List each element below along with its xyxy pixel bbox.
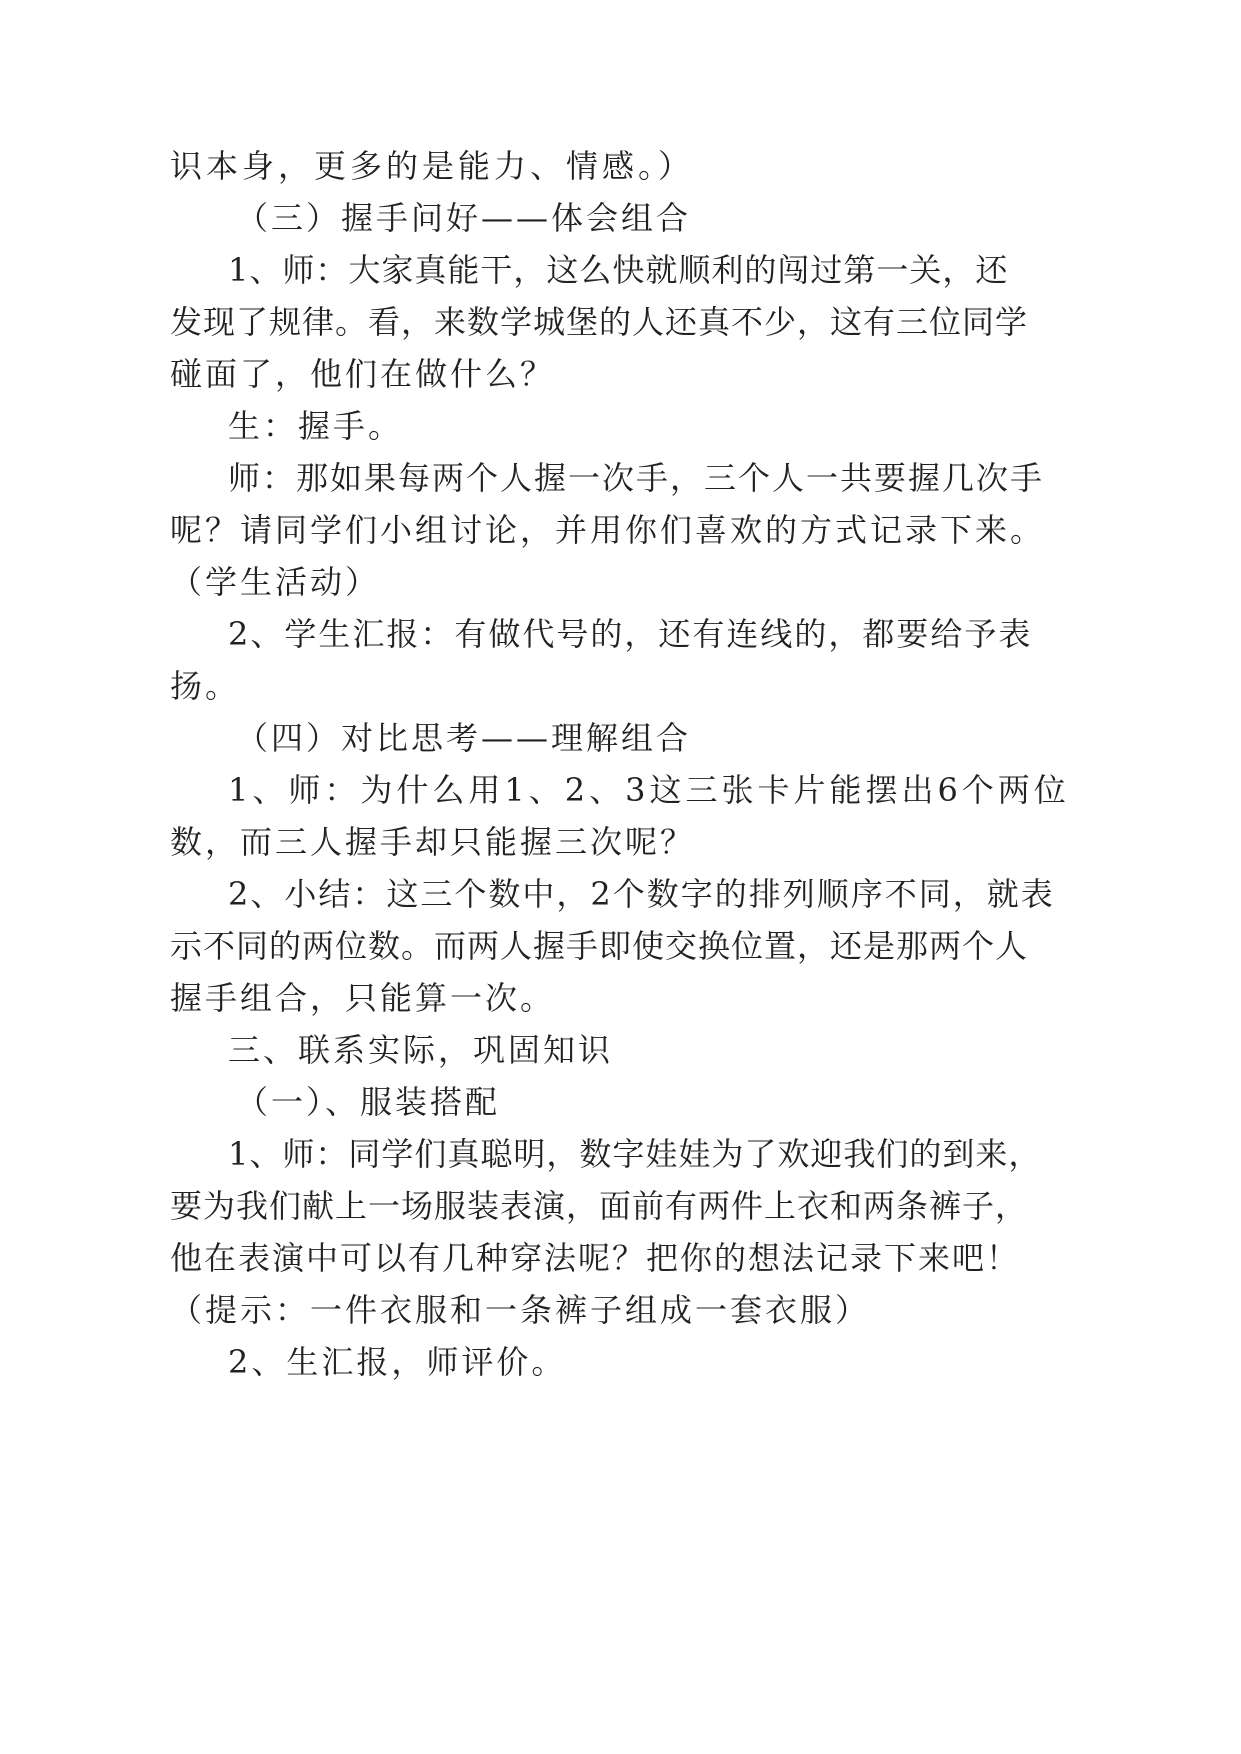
text-line: 发现了规律。看，来数学城堡的人还真不少，这有三位同学 xyxy=(170,303,1029,341)
text-line: 师：那如果每两个人握一次手，三个人一共要握几次手 xyxy=(228,459,1045,497)
text-line: 识本身，更多的是能力、情感。） xyxy=(170,147,695,185)
text-line: 碰面了，他们在做什么？ xyxy=(170,355,556,393)
text-line: 示不同的两位数。而两人握手即使交换位置，还是那两个人 xyxy=(170,927,1029,965)
text-line: 数，而三人握手却只能握三次呢？ xyxy=(170,823,696,861)
text-line: （提示：一件衣服和一条裤子组成一套衣服） xyxy=(170,1291,871,1329)
text-line: 1、师：同学们真聪明，数字娃娃为了欢迎我们的到来， xyxy=(228,1135,1042,1173)
text-line: 1、师：大家真能干，这么快就顺利的闯过第一关，还 xyxy=(228,251,1009,289)
text-line: （学生活动） xyxy=(170,563,381,601)
text-line: 2、小结：这三个数中，2个数字的排列顺序不同，就表 xyxy=(228,875,1055,913)
text-line: 2、学生汇报：有做代号的，还有连线的，都要给予表 xyxy=(228,615,1033,653)
section-heading: （三）握手问好——体会组合 xyxy=(236,199,692,237)
text-line: 握手组合，只能算一次。 xyxy=(170,979,556,1017)
section-heading: （四）对比思考——理解组合 xyxy=(236,719,692,757)
text-line: 生：握手。 xyxy=(228,407,404,445)
section-heading: 三、联系实际，巩固知识 xyxy=(228,1031,614,1069)
text-line: 呢？请同学们小组讨论，并用你们喜欢的方式记录下来。 xyxy=(170,511,1046,549)
text-line: 扬。 xyxy=(170,667,241,705)
text-line: 1、师：为什么用1、2、3这三张卡片能摆出6个两位 xyxy=(228,771,1070,809)
text-line: 2、生汇报，师评价。 xyxy=(228,1343,567,1381)
text-line: 他在表演中可以有几种穿法呢？把你的想法记录下来吧！ xyxy=(170,1239,1021,1277)
text-line: 要为我们献上一场服装表演，面前有两件上衣和两条裤子， xyxy=(170,1187,1029,1225)
section-heading: （一）、服装搭配 xyxy=(236,1083,501,1121)
